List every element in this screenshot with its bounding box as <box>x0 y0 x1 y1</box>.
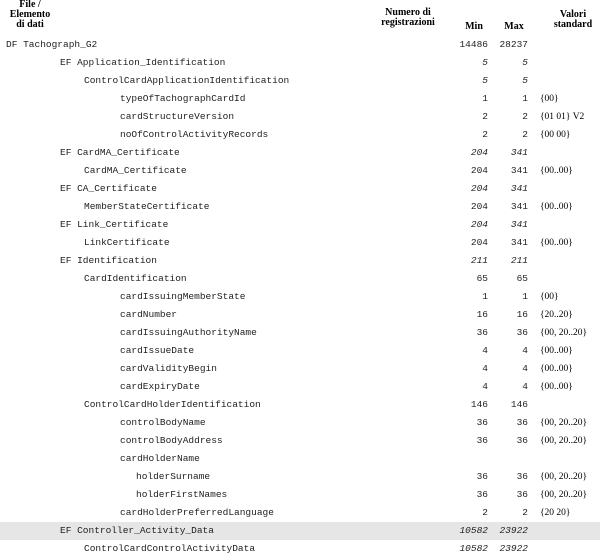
header-max: Max <box>504 21 524 32</box>
header-vals-line2: standard <box>553 19 593 30</box>
row-min: 36 <box>476 327 488 338</box>
row-max: 1 <box>522 291 528 302</box>
table-row <box>0 504 600 522</box>
table-row <box>0 324 600 342</box>
row-min: 211 <box>470 255 488 266</box>
row-min: 10582 <box>459 543 488 554</box>
table-row <box>0 36 600 54</box>
row-std: {00} <box>540 292 559 302</box>
row-max: 23922 <box>499 543 528 554</box>
row-min: 2 <box>482 507 488 518</box>
row-name: holderSurname <box>136 471 211 482</box>
row-name: EF CardMA_Certificate <box>60 147 180 158</box>
row-max: 36 <box>516 327 528 338</box>
row-std: {00..00} <box>540 238 573 248</box>
table-row <box>0 90 600 108</box>
row-std: {00..00} <box>540 346 573 356</box>
table-row <box>0 306 600 324</box>
row-max: 28237 <box>499 39 528 50</box>
row-min: 146 <box>470 399 488 410</box>
row-std: {00 00} <box>540 130 571 140</box>
row-std: {00..00} <box>540 166 573 176</box>
row-min: 36 <box>476 471 488 482</box>
row-max: 36 <box>516 417 528 428</box>
row-max: 211 <box>510 255 528 266</box>
row-max: 341 <box>510 219 528 230</box>
header-file-line1: File / <box>19 0 41 10</box>
row-name: EF CA_Certificate <box>60 183 157 194</box>
table-row <box>0 288 600 306</box>
header-numreg-line2: registrazioni <box>381 17 435 28</box>
row-std: {00} <box>540 94 559 104</box>
row-name: controlBodyName <box>120 417 206 428</box>
row-std: {00, 20..20} <box>540 490 588 500</box>
table-row <box>0 360 600 378</box>
row-min: 10582 <box>459 525 488 536</box>
row-name: EF Link_Certificate <box>60 219 169 230</box>
row-max: 36 <box>516 489 528 500</box>
row-min: 14486 <box>459 39 488 50</box>
row-name: CardMA_Certificate <box>84 165 187 176</box>
row-std: {00, 20..20} <box>540 418 588 428</box>
row-max: 341 <box>510 183 528 194</box>
row-name: noOfControlActivityRecords <box>120 129 269 140</box>
table-row <box>0 252 600 270</box>
row-min: 204 <box>470 147 488 158</box>
row-min: 1 <box>482 291 488 302</box>
row-name: EF Application_Identification <box>60 57 226 68</box>
row-std: {00, 20..20} <box>540 436 588 446</box>
row-name: MemberStateCertificate <box>84 201 210 212</box>
row-max: 146 <box>510 399 528 410</box>
row-min: 4 <box>482 363 488 374</box>
row-max: 16 <box>516 309 528 320</box>
row-std: {00..00} <box>540 202 573 212</box>
table-row <box>0 270 600 288</box>
row-name: EF Identification <box>60 255 157 266</box>
header-valori-standard <box>548 10 598 30</box>
row-min: 204 <box>470 201 488 212</box>
row-std: {00..00} <box>540 364 573 374</box>
header-num-registrazioni <box>380 8 436 28</box>
table-row <box>0 126 600 144</box>
table-row <box>0 414 600 432</box>
row-min: 36 <box>476 417 488 428</box>
row-name: ControlCardControlActivityData <box>84 543 256 554</box>
row-min: 5 <box>482 57 488 68</box>
row-max: 341 <box>510 237 528 248</box>
table-row <box>0 198 600 216</box>
row-name: LinkCertificate <box>84 237 170 248</box>
row-name: CardIdentification <box>84 273 187 284</box>
row-name: cardValidityBegin <box>120 363 217 374</box>
row-min: 16 <box>476 309 488 320</box>
row-name: cardStructureVersion <box>120 111 235 122</box>
row-name: cardHolderPreferredLanguage <box>120 507 274 518</box>
row-std: {00, 20..20} <box>540 472 588 482</box>
table-row <box>0 486 600 504</box>
row-max: 23922 <box>499 525 528 536</box>
row-max: 4 <box>522 381 528 392</box>
row-name: typeOfTachographCardId <box>120 93 246 104</box>
row-std: {00..00} <box>540 382 573 392</box>
table-row <box>0 396 600 414</box>
row-name: ControlCardHolderIdentification <box>84 399 261 410</box>
row-max: 341 <box>510 147 528 158</box>
table-row <box>0 342 600 360</box>
header-file-line3: di dati <box>16 19 44 30</box>
row-max: 2 <box>522 129 528 140</box>
row-name: cardIssueDate <box>120 345 195 356</box>
row-min: 1 <box>482 93 488 104</box>
row-max: 341 <box>510 201 528 212</box>
row-max: 2 <box>522 111 528 122</box>
table-row <box>0 378 600 396</box>
table-row <box>0 108 600 126</box>
row-max: 2 <box>522 507 528 518</box>
table-row <box>0 54 600 72</box>
table-row <box>0 432 600 450</box>
row-min: 5 <box>482 75 488 86</box>
table-row <box>0 216 600 234</box>
row-min: 36 <box>476 435 488 446</box>
table-row <box>0 468 600 486</box>
header-file-line2: Elemento <box>9 9 51 20</box>
header-numreg-line1: Numero di <box>385 7 431 18</box>
row-name: cardExpiryDate <box>120 381 200 392</box>
row-max: 65 <box>516 273 528 284</box>
row-std: {20..20} <box>540 310 573 320</box>
row-max: 5 <box>522 57 528 68</box>
header-vals-line1: Valori <box>559 9 587 20</box>
row-name: cardNumber <box>120 309 178 320</box>
row-min: 4 <box>482 381 488 392</box>
row-min: 204 <box>470 219 488 230</box>
row-min: 4 <box>482 345 488 356</box>
row-name: holderFirstNames <box>136 489 228 500</box>
row-name: cardIssuingMemberState <box>120 291 246 302</box>
row-max: 36 <box>516 471 528 482</box>
table-body <box>0 36 600 558</box>
row-min: 204 <box>470 237 488 248</box>
table-row <box>0 522 600 540</box>
row-min: 204 <box>470 165 488 176</box>
row-std: {01 01} V2 <box>540 112 585 122</box>
table-row <box>0 180 600 198</box>
row-max: 4 <box>522 363 528 374</box>
row-name: EF Controller_Activity_Data <box>60 525 214 536</box>
table-row <box>0 144 600 162</box>
table-row <box>0 540 600 558</box>
row-min: 2 <box>482 111 488 122</box>
table-row <box>0 162 600 180</box>
row-min: 65 <box>476 273 488 284</box>
header-min: Min <box>465 21 483 32</box>
row-name: cardHolderName <box>120 453 200 464</box>
row-max: 36 <box>516 435 528 446</box>
row-std: {00, 20..20} <box>540 328 588 338</box>
row-std: {20 20} <box>540 508 571 518</box>
row-name: DF Tachograph_G2 <box>6 39 98 50</box>
table-row <box>0 234 600 252</box>
row-name: ControlCardApplicationIdentification <box>84 75 290 86</box>
row-name: controlBodyAddress <box>120 435 223 446</box>
row-min: 36 <box>476 489 488 500</box>
row-max: 341 <box>510 165 528 176</box>
header-file <box>0 0 60 30</box>
table-row <box>0 450 600 468</box>
row-max: 1 <box>522 93 528 104</box>
row-min: 2 <box>482 129 488 140</box>
row-name: cardIssuingAuthorityName <box>120 327 257 338</box>
row-max: 4 <box>522 345 528 356</box>
row-max: 5 <box>522 75 528 86</box>
row-min: 204 <box>470 183 488 194</box>
table-row <box>0 72 600 90</box>
